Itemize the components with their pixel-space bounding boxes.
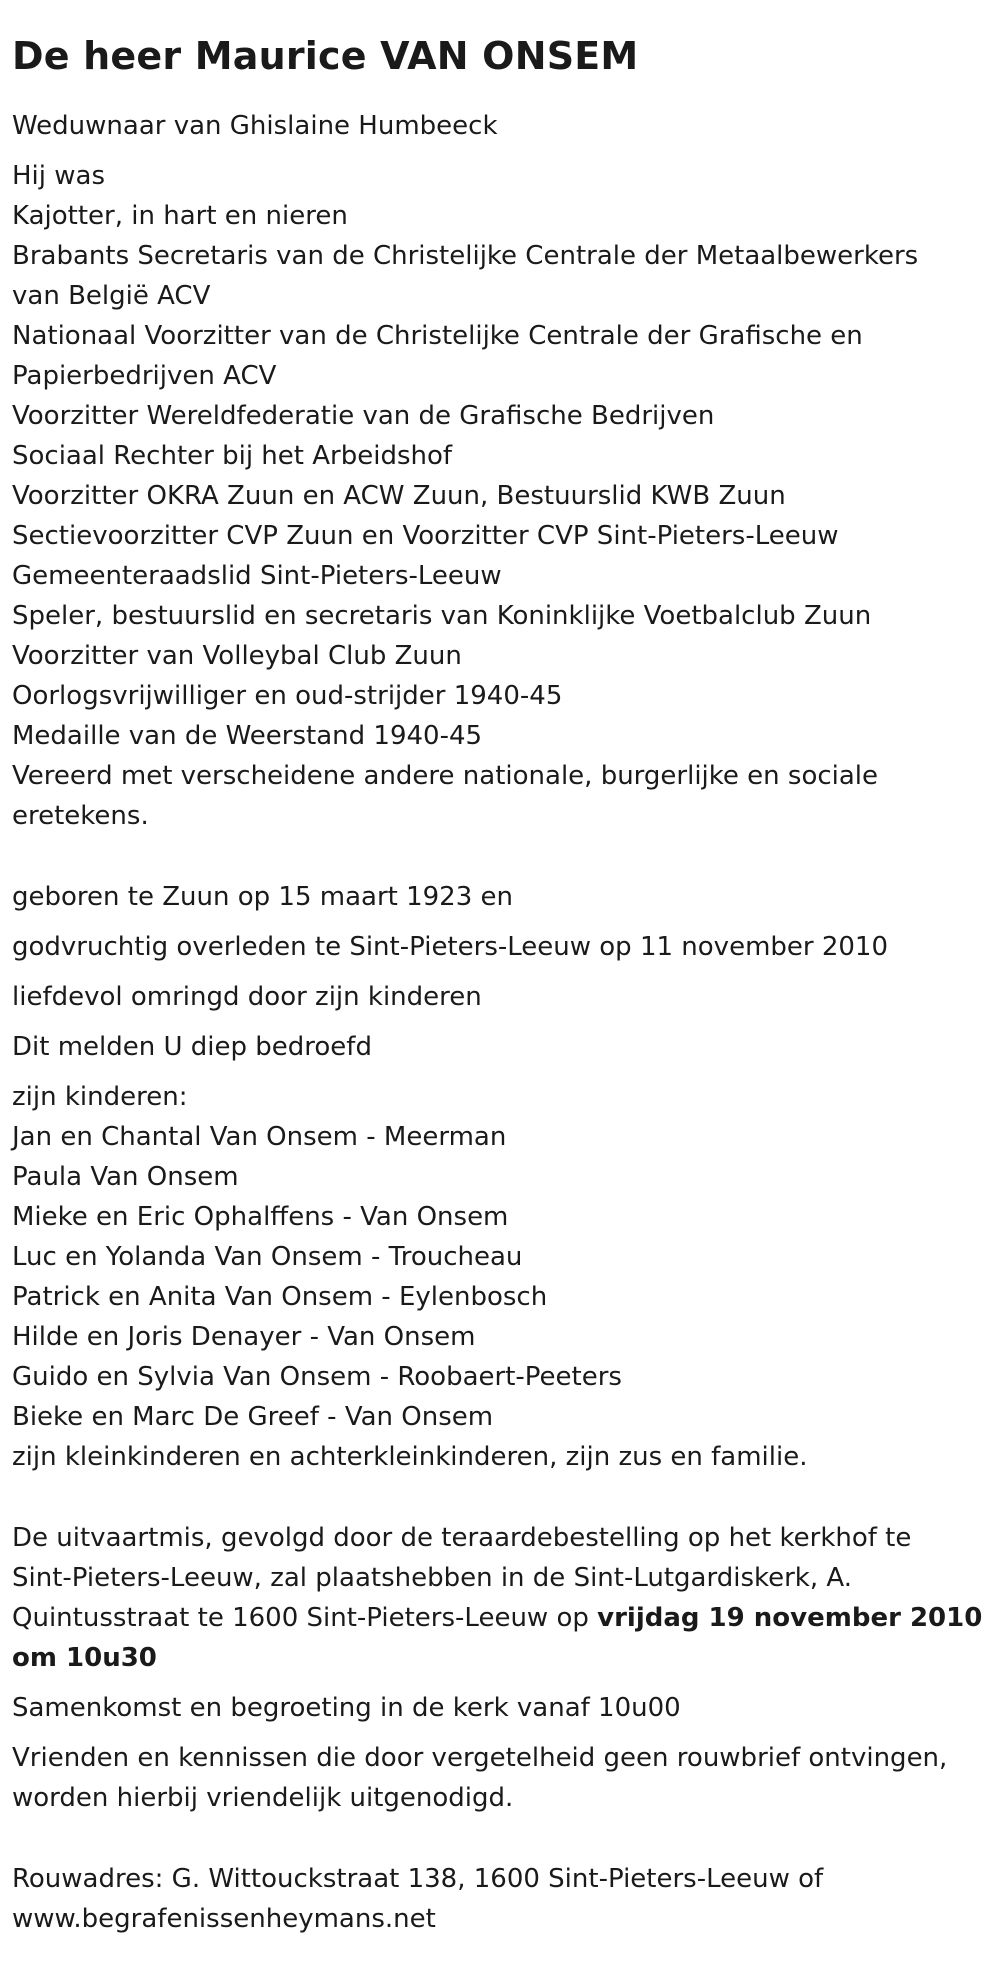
- role-line: Speler, bestuurslid en secretaris van Koninklijke Voetbalclub Zuun: [12, 601, 872, 631]
- funeral-location-text: Quintusstraat te 1600 Sint-Pieters-Leeuw op: [12, 1603, 598, 1633]
- spacer: [12, 1477, 987, 1518]
- funeral-date: vrijdag 19 november 2010: [597, 1603, 983, 1633]
- spacer: [12, 146, 987, 156]
- child-line: Patrick en Anita Van Onsem - Eylenbosch: [12, 1282, 548, 1312]
- spacer: [12, 967, 987, 977]
- role-line: Vereerd met verscheidene andere nationale, burgerlijke en sociale: [12, 761, 879, 791]
- funeral-time: om 10u30: [12, 1643, 157, 1673]
- role-line: Voorzitter van Volleybal Club Zuun: [12, 641, 462, 671]
- birth-line: geboren te Zuun op 15 maart 1923 en: [12, 882, 514, 912]
- child-line: Hilde en Joris Denayer - Van Onsem: [12, 1322, 476, 1352]
- role-line: van België ACV: [12, 281, 211, 311]
- role-line: Nationaal Voorzitter van de Christelijke Centrale der Grafische en: [12, 321, 863, 351]
- roles-list: [12, 196, 987, 836]
- children-list: [12, 1117, 987, 1437]
- role-line: Medaille van de Weerstand 1940-45: [12, 721, 483, 751]
- role-line: Kajotter, in hart en nieren: [12, 201, 348, 231]
- obituary-body: [12, 106, 987, 1939]
- spacer: [12, 1728, 987, 1738]
- role-line: Oorlogsvrijwilliger en oud-strijder 1940-45: [12, 681, 563, 711]
- spacer: [12, 1678, 987, 1688]
- funeral-details: [12, 1518, 987, 1678]
- friends-line: worden hierbij vriendelijk uitgenodigd.: [12, 1783, 514, 1813]
- widower-line: Weduwnaar van Ghislaine Humbeeck: [12, 111, 498, 141]
- child-line: Bieke en Marc De Greef - Van Onsem: [12, 1402, 494, 1432]
- spacer: [12, 917, 987, 927]
- role-line: Voorzitter OKRA Zuun en ACW Zuun, Bestuurslid KWB Zuun: [12, 481, 786, 511]
- meeting-line: Samenkomst en begroeting in de kerk vanaf 10u00: [12, 1693, 681, 1723]
- role-line: Gemeenteraadslid Sint-Pieters-Leeuw: [12, 561, 502, 591]
- child-line: Guido en Sylvia Van Onsem - Roobaert-Peeters: [12, 1362, 622, 1392]
- role-line: Brabants Secretaris van de Christelijke Centrale der Metaalbewerkers: [12, 241, 919, 271]
- address-line: Rouwadres: G. Wittouckstraat 138, 1600 Sint-Pieters-Leeuw of: [12, 1864, 824, 1894]
- children-intro: zijn kinderen:: [12, 1082, 188, 1112]
- child-line: Paula Van Onsem: [12, 1162, 239, 1192]
- family-line: zijn kleinkinderen en achterkleinkinderen, zijn zus en familie.: [12, 1442, 808, 1472]
- friends-line: Vrienden en kennissen die door vergetelheid geen rouwbrief ontvingen,: [12, 1743, 948, 1773]
- child-line: Luc en Yolanda Van Onsem - Troucheau: [12, 1242, 523, 1272]
- roles-intro: Hij was: [12, 161, 106, 191]
- surrounded-line: liefdevol omringd door zijn kinderen: [12, 982, 482, 1012]
- spacer: [12, 836, 987, 877]
- funeral-line: Sint-Pieters-Leeuw, zal plaatshebben in de Sint-Lutgardiskerk, A.: [12, 1563, 852, 1593]
- funeral-line: [12, 1598, 987, 1638]
- child-line: Mieke en Eric Ophalffens - Van Onsem: [12, 1202, 509, 1232]
- role-line: Sectievoorzitter CVP Zuun en Voorzitter CVP Sint-Pieters-Leeuw: [12, 521, 839, 551]
- funeral-line: De uitvaartmis, gevolgd door de teraardebestelling op het kerkhof te: [12, 1523, 912, 1553]
- spacer: [12, 1067, 987, 1077]
- child-line: Jan en Chantal Van Onsem - Meerman: [12, 1122, 507, 1152]
- spacer: [12, 1818, 987, 1859]
- role-line: Voorzitter Wereldfederatie van de Grafische Bedrijven: [12, 401, 715, 431]
- announce-line: Dit melden U diep bedroefd: [12, 1032, 372, 1062]
- page-title: De heer Maurice VAN ONSEM: [12, 34, 639, 78]
- role-line: Sociaal Rechter bij het Arbeidshof: [12, 441, 453, 471]
- death-line: godvruchtig overleden te Sint-Pieters-Leeuw op 11 november 2010: [12, 932, 889, 962]
- role-line: Papierbedrijven ACV: [12, 361, 277, 391]
- website-link[interactable]: www.begrafenissenheymans.net: [12, 1904, 436, 1934]
- role-line: eretekens.: [12, 801, 149, 831]
- spacer: [12, 1017, 987, 1027]
